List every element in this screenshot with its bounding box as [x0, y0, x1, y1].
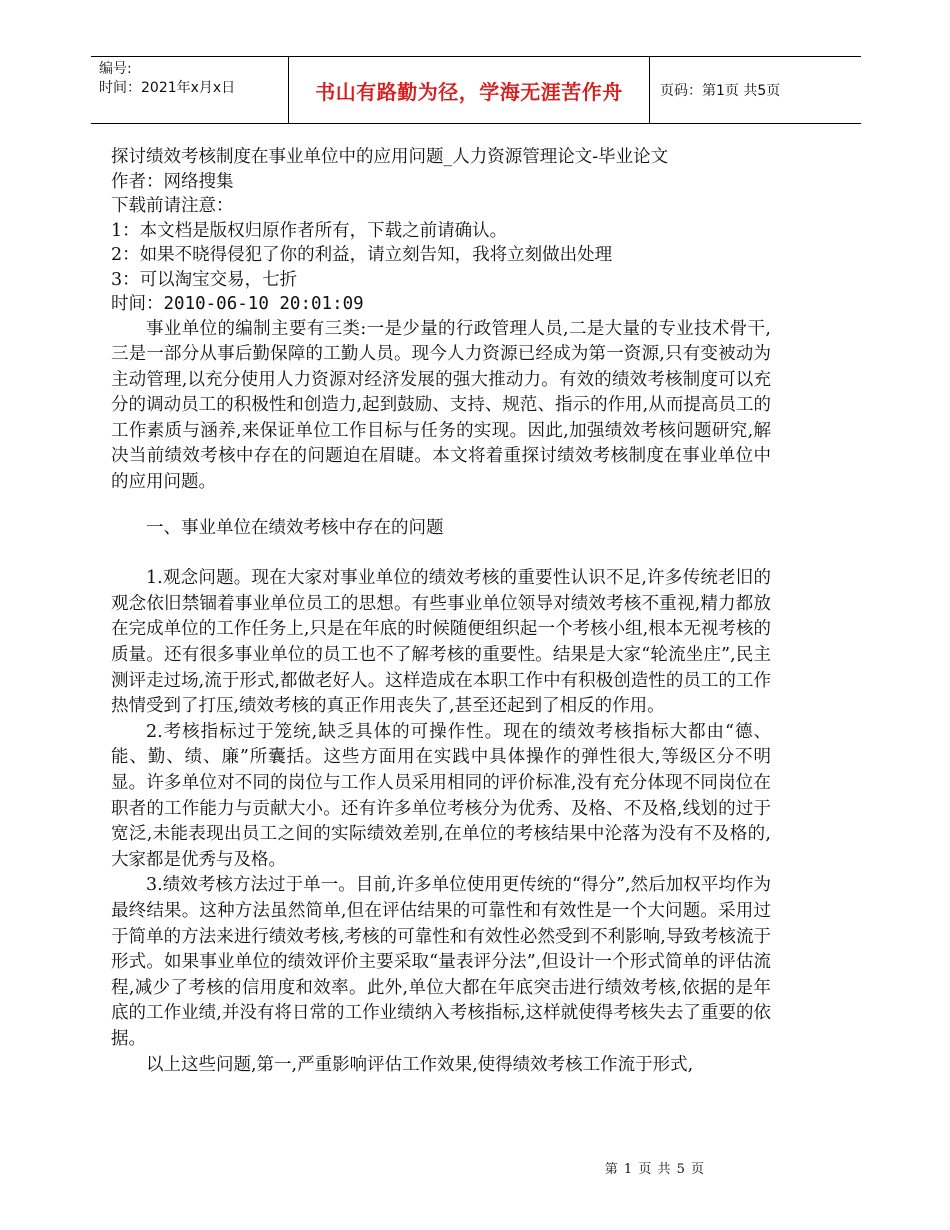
page-info: 页码：第1页 共5页	[660, 83, 781, 99]
notice-item: 2：如果不晓得侵犯了你的利益，请立刻告知，我将立刻做出处理	[111, 245, 613, 265]
intro-paragraph: 事业单位的编制主要有三类:一是少量的行政管理人员,二是大量的专业技术骨干,三是一部分从事后勤保障的工勤人员。现今人力资源已经成为第一资源,只有变被动为主动管理,以充分使用人力资源对经济发展的强大推动力。有效的绩效考核制度可以充分的调动员工的积极性和创造力,起到鼓励、支持、规范、指示的作用,从而提高员工的工作素质与涵养,来保证单位工作目标与任务的实现。因此,加强绩效考核问题研究,解决当前绩效考核中存在的问题迫在眉睫。本文将着重探讨绩效考核制度在事业单位中的应用问题。	[111, 318, 771, 493]
doc-time: 时间：2010-06-10 20:01:09	[111, 294, 364, 314]
page-footer: 第 1 页 共 5 页	[604, 1162, 705, 1177]
code-label: 编号:	[99, 61, 132, 77]
doc-author: 作者：网络搜集	[111, 171, 234, 192]
document-body	[111, 145, 771, 1078]
paragraph-2: 2.考核指标过于笼统,缺乏具体的可操作性。现在的绩效考核指标大都由“德、能、勤、绩、廉”所囊括。这些方面用在实践中具体操作的弹性很大,等级区分不明显。许多单位对不同的岗位与工作人员采用相同的评价标准,没有充分体现不同岗位在职者的工作能力与贡献大小。还有许多单位考核分为优秀、及格、不及格,线划的过于宽泛,未能表现出员工之间的实际绩效差别,在单位的考核结果中沦落为没有不及格的,大家都是优秀与及格。	[111, 721, 771, 870]
paragraph-1: 1.观念问题。现在大家对事业单位的绩效考核的重要性认识不足,许多传统老旧的观念依旧禁锢着事业单位员工的思想。有些事业单位领导对绩效考核不重视,精力都放在完成单位的工作任务上,只是在年底的时候随便组织起一个考核小组,根本无视考核的质量。还有很多事业单位的员工也不了解考核的重要性。结果是大家“轮流坐庄”,民主测评走过场,流于形式,都做老好人。这样造成在本职工作中有积极创造性的员工的工作热情受到了打压,绩效考核的真正作用丧失了,甚至还起到了相反的作用。	[111, 568, 771, 717]
paragraph-3: 3.绩效考核方法过于单一。目前,许多单位使用更传统的“得分”,然后加权平均作为最终结果。这种方法虽然简单,但在评估结果的可靠性和有效性是一个大问题。采用过于简单的方法来进行绩效考核,考核的可靠性和有效性必然受到不利影响,导致考核流于形式。如果事业单位的绩效评价主要采取“量表评分法”,但设计一个形式简单的评估流程,减少了考核的信用度和效率。此外,单位大都在年底突击进行绩效考核,依据的是年底的工作业绩,并没有将日常的工作业绩纳入考核指标,这样就使得考核失去了重要的依据。	[111, 875, 771, 1049]
notice-title: 下载前请注意：	[111, 196, 234, 216]
date-label: 时间：2021年x月x日	[99, 80, 236, 96]
header-left-cell	[91, 57, 288, 123]
notice-item: 3：可以淘宝交易，七折	[111, 269, 298, 290]
doc-title: 探讨绩效考核制度在事业单位中的应用问题_人力资源管理论文-毕业论文	[111, 147, 669, 167]
section-heading: 一、事业单位在绩效考核中存在的问题	[146, 517, 444, 538]
paragraph-4: 以上这些问题,第一,严重影响评估工作效果,使得绩效考核工作流于形式,	[146, 1054, 694, 1075]
notice-item: 1：本文档是版权归原作者所有，下载之前请确认。	[111, 220, 508, 241]
header-table	[91, 56, 861, 124]
motto: 书山有路勤为径，学海无涯苦作舟	[288, 57, 650, 123]
